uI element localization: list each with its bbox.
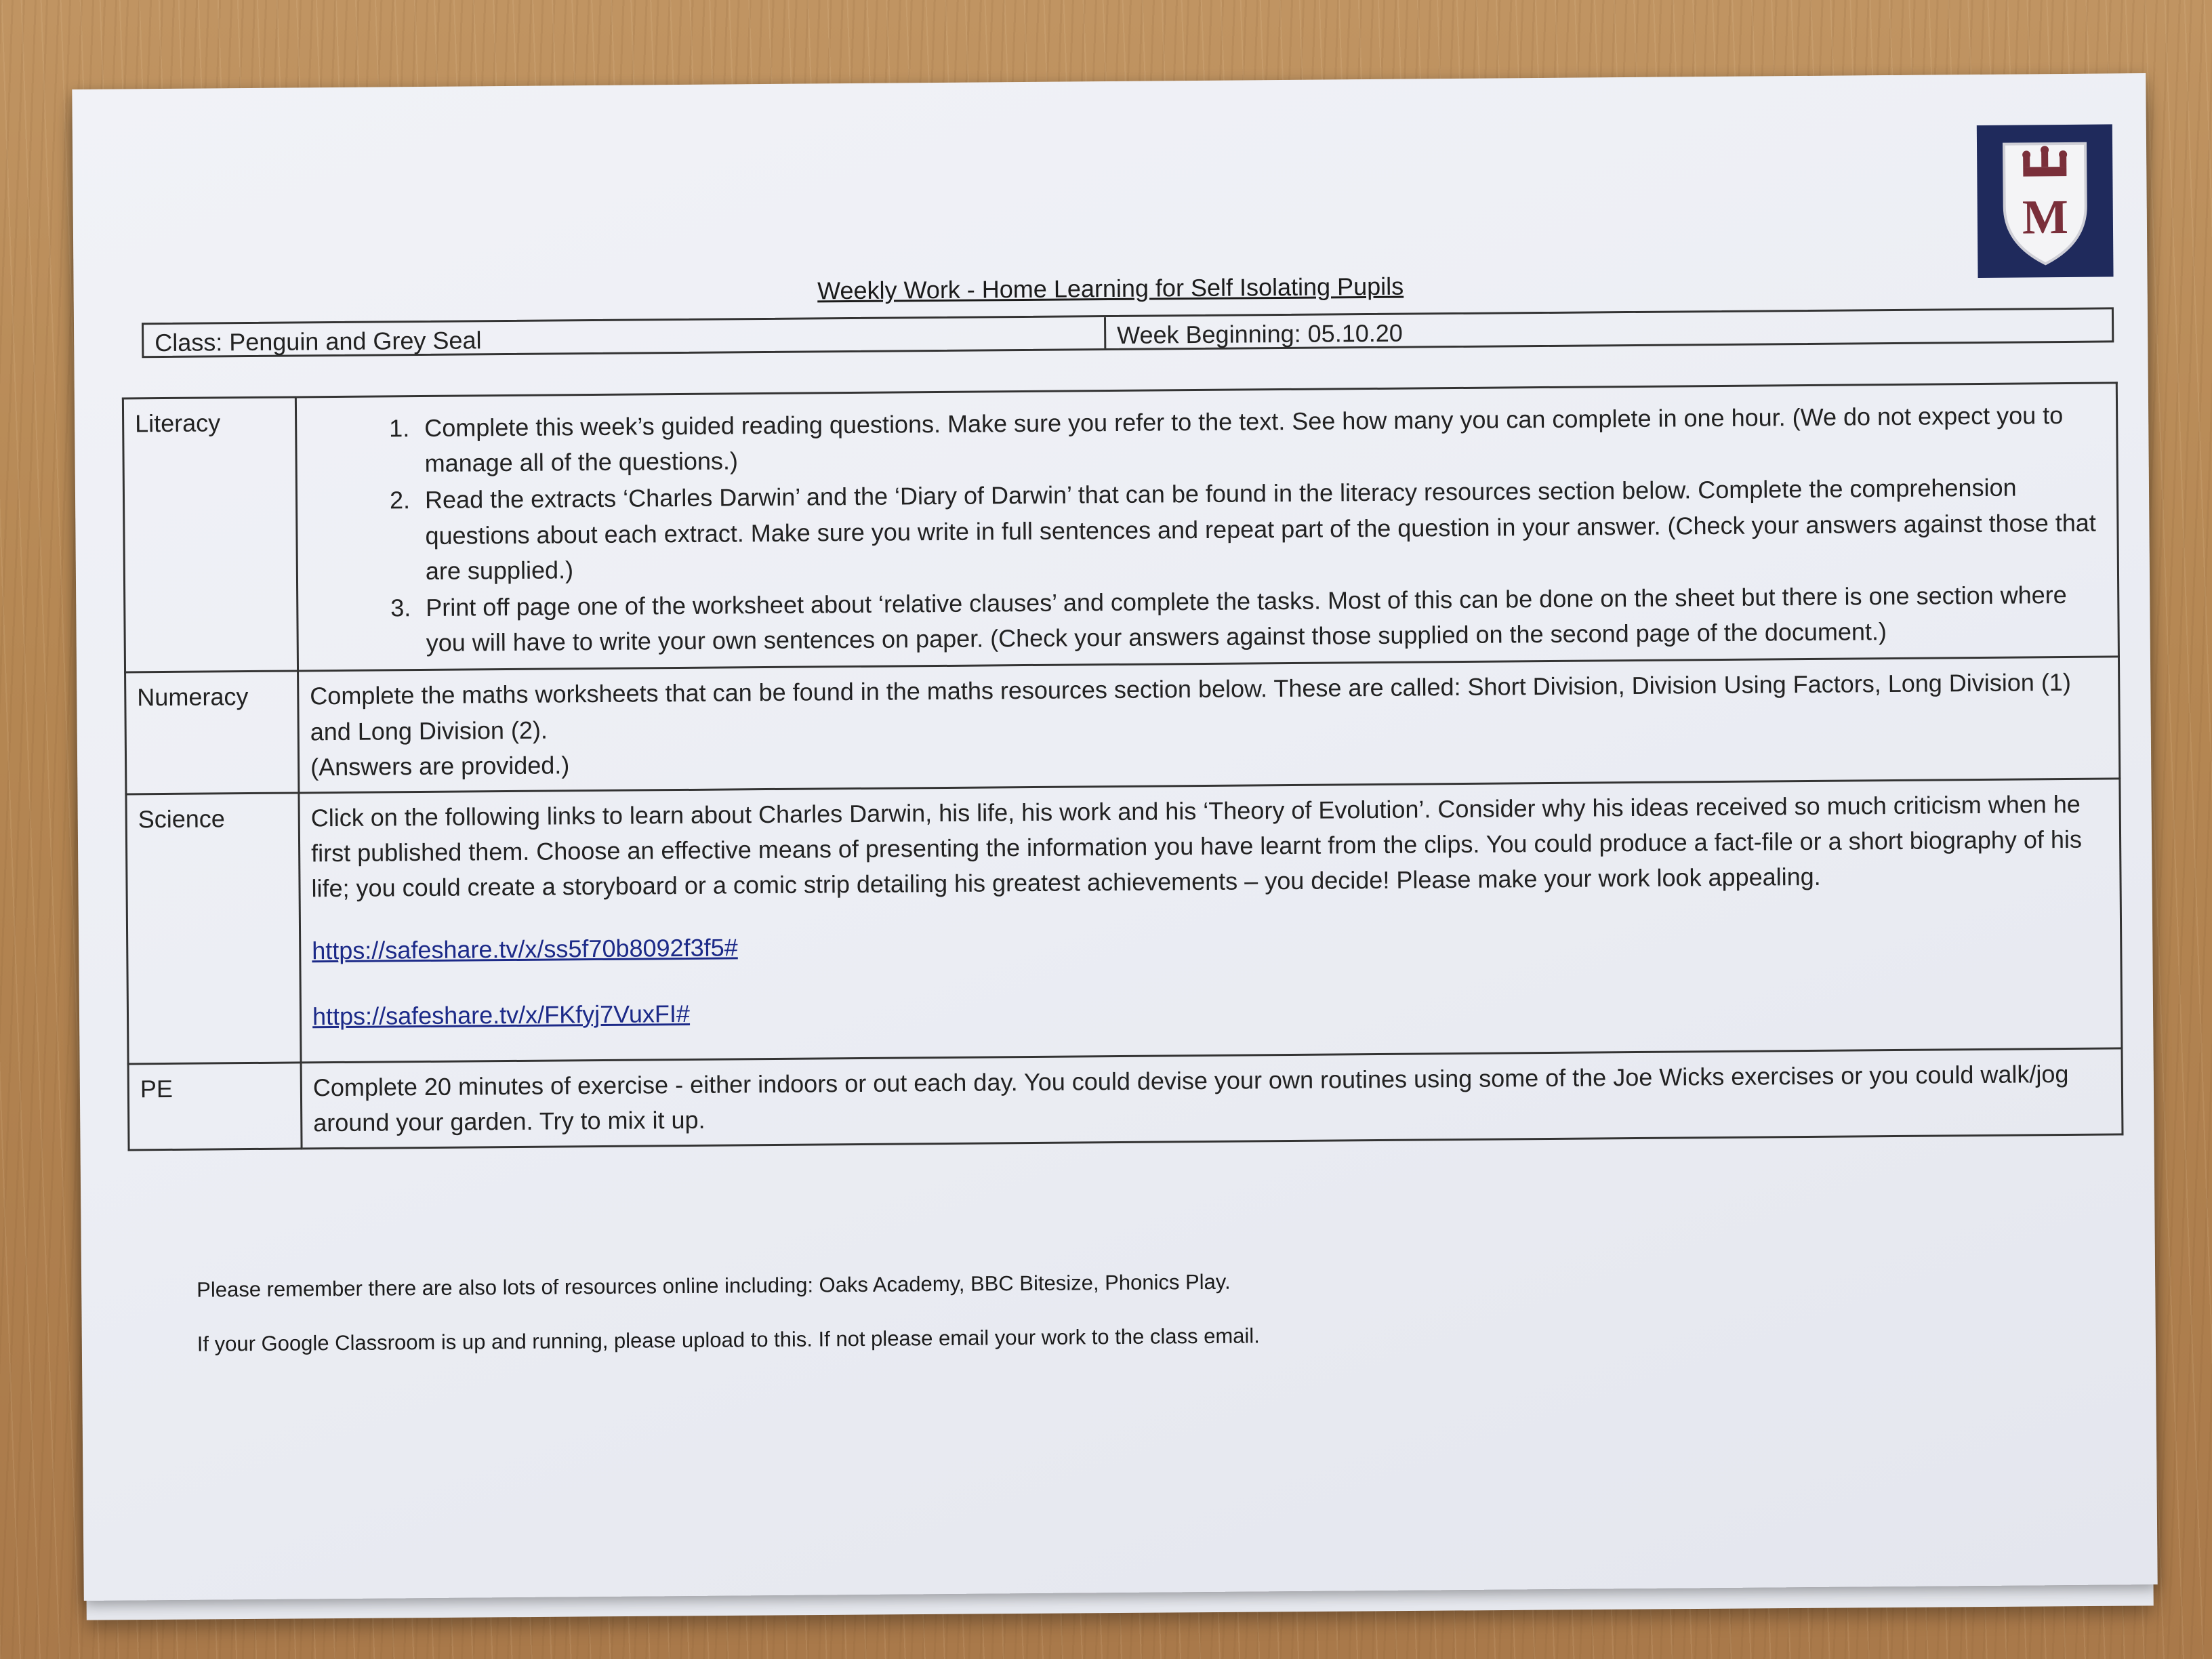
worksheet-page <box>72 73 2157 1601</box>
list-item: 3. Print off page one of the worksheet about ‘relative clauses’ and complete the tasks. Most of this can be done on the sheet but there is one section where you will have to write your own sentences on paper. (Check your answers against those supplied on the second page of the document.) <box>417 577 2107 661</box>
resources-note: Please remember there are also lots of resources online including: Oaks Academy, BBC Bitesize, Phonics Play. <box>197 1269 1231 1302</box>
table-row-pe <box>128 1048 2123 1150</box>
science-text: Click on the following links to learn about Charles Darwin, his life, his work and his ‘Theory of Evolution’. Consider why his ideas received so much criticism when he first published them. Choose an effective means of presenting the information you have learnt from the clips. You could produce a fact-file or a short biography of his life; you could create a storyboard or a comic strip detailing his greatest achievements – you decide! Please make your work look appealing. <box>310 790 2083 903</box>
subject-literacy: Literacy <box>123 397 298 672</box>
table-row-literacy <box>123 383 2118 672</box>
class-header-table <box>142 307 2114 358</box>
subject-numeracy: Numeracy <box>125 671 299 794</box>
literacy-task-list <box>308 398 2107 662</box>
numeracy-tasks <box>298 657 2120 793</box>
week-beginning: Week Beginning: 05.10.20 <box>1117 319 1403 349</box>
list-item: 2. Read the extracts ‘Charles Darwin’ and the ‘Diary of Darwin’ that can be found in the literacy resources section below. Complete the comprehension questions about each extract. Make sure you write in full sentences and repeat part of the question in your answer. (Check your answers against those that are supplied.) <box>417 470 2106 589</box>
table-row-numeracy <box>125 657 2120 794</box>
page-title: Weekly Work - Home Learning for Self Isolating Pupils <box>817 272 1404 305</box>
list-item: 1. Complete this week’s guided reading questions. Make sure you refer to the text. See how many you can complete in one hour. (We do not expect you to manage all of the questions.) <box>416 398 2106 482</box>
pe-tasks: Complete 20 minutes of exercise - either indoors or out each day. You could devise your own routines using some of the Joe Wicks exercises or you could walk/jog around your garden. Try to mix it up. <box>301 1048 2123 1149</box>
subject-science: Science <box>126 793 301 1064</box>
subject-pe: PE <box>128 1063 302 1150</box>
upload-note: If your Google Classroom is up and running, please upload to this. If not please email your work to the class email. <box>197 1324 1260 1356</box>
science-link-1[interactable]: https://safeshare.tv/x/ss5f70b8092f3f5# <box>312 933 738 965</box>
crest-letter: M <box>2022 189 2069 245</box>
science-tasks <box>299 779 2122 1063</box>
school-crest-logo <box>1977 124 2114 278</box>
table-row-science <box>126 779 2122 1064</box>
numeracy-text: Complete the maths worksheets that can be found in the maths resources section below. These are called: Short Division, Division Using Factors, Long Division (1) and Long Division (2). <box>310 668 2072 745</box>
literacy-tasks <box>295 383 2118 671</box>
science-link-2[interactable]: https://safeshare.tv/x/FKfyj7VuxFI# <box>312 999 691 1030</box>
class-name: Class: Penguin and Grey Seal <box>144 317 1106 356</box>
crest-icon <box>1977 124 2114 278</box>
numeracy-note: (Answers are provided.) <box>310 751 570 781</box>
tasks-table <box>122 382 2124 1151</box>
